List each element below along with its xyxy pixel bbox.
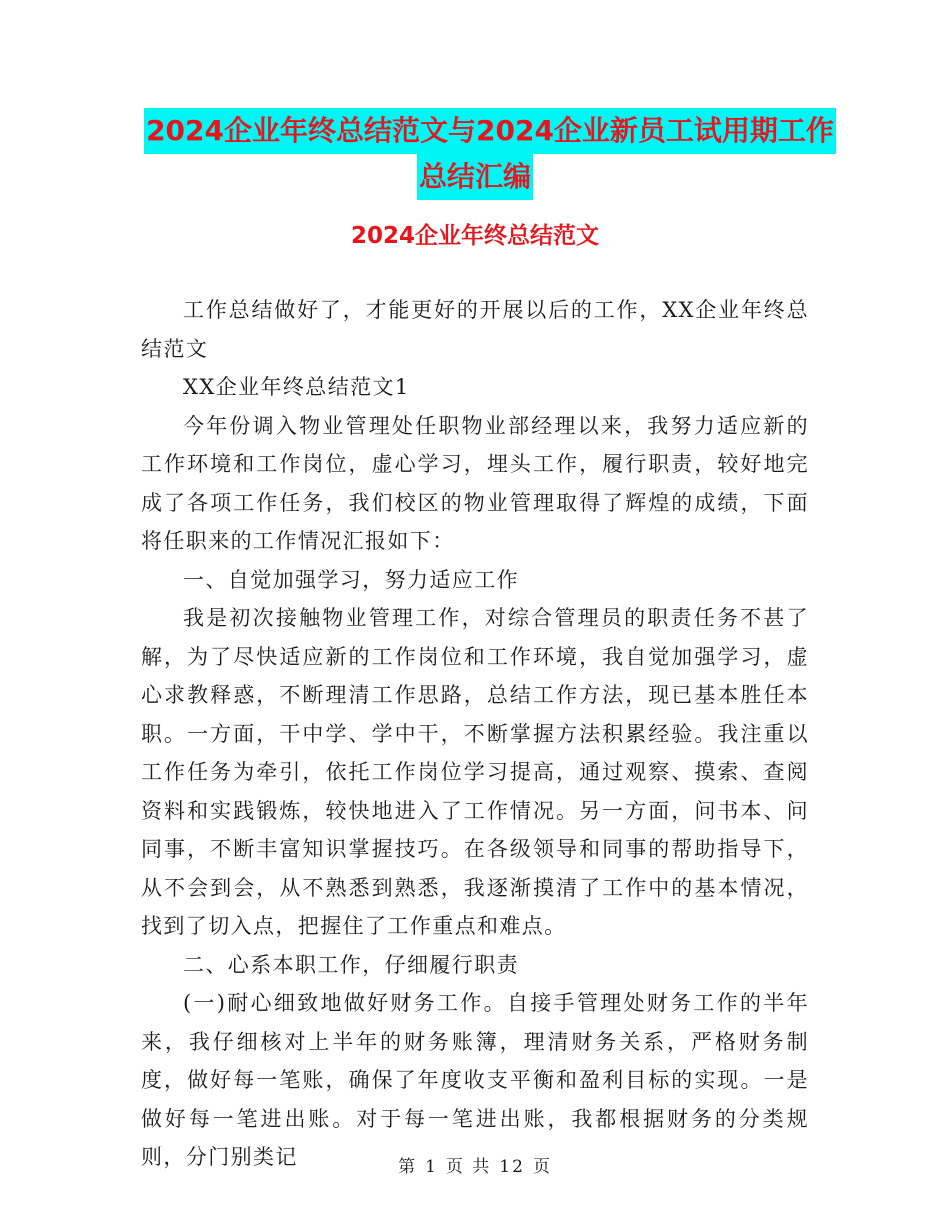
footer-suffix: 页 xyxy=(532,1157,552,1177)
heading-part-1: 一、自觉加强学习，努力适应工作 xyxy=(183,567,519,592)
heading-part-2: 二、心系本职工作，仔细履行职责 xyxy=(183,952,519,977)
section-heading: 2024企业年终总结范文 xyxy=(350,223,599,249)
footer-prefix: 第 xyxy=(398,1157,418,1177)
page-footer xyxy=(0,1152,950,1177)
document-body xyxy=(141,291,809,1177)
paragraph-intro: 工作总结做好了，才能更好的开展以后的工作，XX企业年终总结范文 xyxy=(141,298,809,361)
footer-middle: 页 共 xyxy=(445,1157,492,1177)
paragraph-opening: 今年份调入物业管理处任职物业部经理以来，我努力适应新的工作环境和工作岗位，虚心学习，埋头工作，履行职责，较好地完成了各项工作任务，我们校区的物业管理取得了辉煌的成绩，下面将任职来的工作情况汇报如下： xyxy=(141,413,809,553)
footer-current-page: 1 xyxy=(425,1157,438,1177)
paragraph-subtitle: XX企业年终总结范文1 xyxy=(183,375,410,399)
paragraph-finance: (一)耐心细致地做好财务工作。自接手管理处财务工作的半年来，我仔细核对上半年的财务账簿，理清财务关系，严格财务制度，做好每一笔账，确保了年度收支平衡和盈利目标的实现。一是做好每一笔进出账。对于每一笔进出账，我都根据财务的分类规则，分门别类记 xyxy=(141,991,809,1169)
paragraph-study: 我是初次接触物业管理工作，对综合管理员的职责任务不甚了解，为了尽快适应新的工作岗位和工作环境，我自觉加强学习，虚心求教释惑，不断理清工作思路，总结工作方法，现已基本胜任本职。一方面，干中学、学中干，不断掌握方法积累经验。我注重以工作任务为牵引，依托工作岗位学习提高，通过观察、摸索、查阅资料和实践锻炼，较快地进入了工作情况。另一方面，问书本、问同事，不断丰富知识掌握技巧。在各级领导和同事的帮助指导下，从不会到会，从不熟悉到熟悉，我逐渐摸清了工作中的基本情况，找到了切入点，把握住了工作重点和难点。 xyxy=(141,606,809,938)
document-title xyxy=(0,108,950,200)
title-line-2: 总结汇编 xyxy=(417,154,533,200)
footer-total-pages: 12 xyxy=(499,1157,525,1177)
title-line-1: 2024企业年终总结范文与2024企业新员工试用期工作 xyxy=(144,108,836,154)
